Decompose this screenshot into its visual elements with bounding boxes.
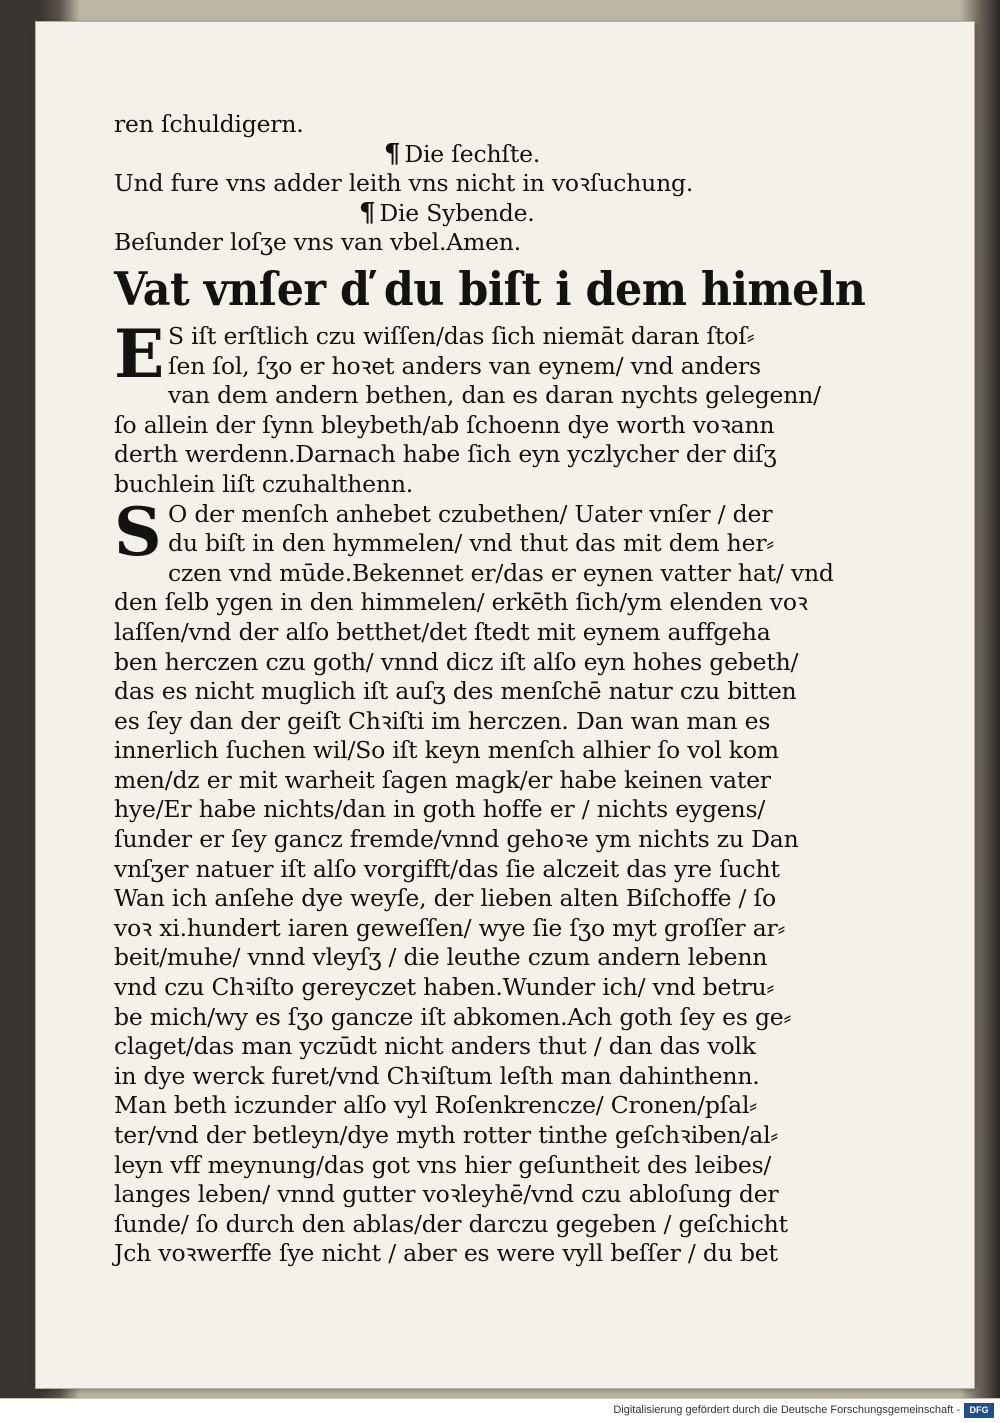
text-line: das es nicht muglich iſt auſʒ des menſchē natur czu bitten (114, 677, 797, 706)
text-line: vnd czu Chꝛiſto gereyczet haben.Wunder ich/ vnd betru⸗ (114, 973, 775, 1002)
text-line: laſſen/vnd der alſo betthet/det ſtedt mit eynem auffgeha (114, 617, 771, 646)
funding-notice: Digitalisierung gefördert durch die Deutsche Forschungsgemeinschaft - (613, 1404, 960, 1416)
text-line: ter/vnd der betleyn/dye myth rotter tinthe geſchꝛiben/al⸗ (114, 1121, 779, 1149)
pilcrow-icon: ¶ (359, 197, 376, 228)
dfg-logo-icon[interactable]: DFG (964, 1403, 994, 1418)
text-line: buchlein liſt czuhalthenn. (114, 469, 414, 498)
text-line: derth werdenn.Darnach habe ſich eyn yczlycher der diſʒ (114, 440, 777, 469)
text-line: es ſey dan der geiſt Chꝛiſti im herczen. Dan wan man es (114, 706, 771, 735)
footer-bar (0, 1398, 1000, 1423)
text-line: ben herczen czu goth/ vnnd dicz iſt alſo eyn hohes gebeth/ (114, 647, 799, 676)
text-line: claget/das man yczūdt nicht anders thut / dan das volk (114, 1032, 756, 1061)
text-line: Jch voꝛwerffe ſye nicht / aber es were vyll beſſer / du bet (114, 1239, 778, 1268)
text-line: ſo allein der ſynn bleybeth/ab ſchoenn dye worth voꝛann (114, 410, 775, 439)
text-line: voꝛ xi.hundert iaren geweſſen/ wye ſie ſʒo myt groſſer ar⸗ (114, 913, 786, 942)
initial-letter: S (114, 492, 162, 571)
text-line: czen vnd mūde.Bekennet er/das er eynen vatter hat/ vnd (168, 558, 834, 587)
text-line: in dye werck furet/vnd Chꝛiſtum leſth man dahinthenn. (114, 1061, 760, 1090)
text-line: hye/Er habe nichts/dan in goth hoffe er / nichts eygens/ (114, 795, 766, 824)
page-text (114, 110, 866, 1269)
pilcrow-icon: ¶ (384, 138, 401, 169)
paragraph-2 (114, 492, 834, 1269)
text-line: ſen ſol, ſʒo er hoꝛet anders van eynem/ vnd anders (168, 351, 761, 380)
paragraph-1 (114, 314, 834, 500)
text-line: S iſt erſtlich czu wiſſen/das ſich niemāt daran ſtoſ⸗ (168, 321, 755, 350)
text-line: ren ſchuldigern. (114, 110, 304, 138)
text-line: beit/muhe/ vnnd vleyſʒ / die leuthe czum andern lebenn (114, 943, 768, 972)
section-heading: ¶ Die ſechſte. (384, 138, 541, 169)
text-line: du biſt in den hymmelen/ vnd thut das mit dem her⸗ (168, 529, 774, 558)
text-line: ſunder er ſey gancz fremde/vnnd gehoꝛe ym nichts zu Dan (114, 825, 799, 854)
text-line: langes leben/ vnnd gutter voꝛleyhē/vnd czu abloſung der (114, 1180, 779, 1209)
text-line: Wan ich anſehe dye weyſe, der lieben alten Biſchoffe / ſo (114, 884, 776, 913)
text-line: van dem andern bethen, dan es daran nychts gelegenn/ (168, 381, 821, 410)
text-line: vnſʒer natuer iſt alſo vorgifft/das ſie alczeit das yre ſucht (114, 854, 780, 883)
section-heading: ¶ Die Sybende. (359, 197, 535, 228)
text-line: O der menſch anhebet czubethen/ Uater vnſer / der (168, 499, 773, 528)
text-line: den ſelb ygen in den himmelen/ erkēth ſich/ym elenden voꝛ (114, 588, 808, 617)
text-line: Man beth iczunder alſo vyl Roſenkrencze/ Cronen/pſal⸗ (114, 1091, 757, 1120)
text-line: innerlich ſuchen wil/So iſt keyn menſch alhier ſo vol kom (114, 736, 779, 765)
text-line: ſunde/ ſo durch den ablas/der darczu gegeben / geſchicht (114, 1209, 788, 1238)
text-line: Beſunder loſʒe vns van vbel.Amen. (114, 228, 522, 257)
text-line: Und fure vns adder leith vns nicht in voꝛſuchung. (114, 169, 694, 198)
page-title: Vat vnſer ď du biſt i dem himeln (114, 261, 866, 316)
text-line: men/dz er mit warheit ſagen magk/er habe keinen vater (114, 765, 771, 794)
initial-letter: E (114, 314, 165, 393)
text-line: leyn vff meynung/das got vns hier geſuntheit des leibes/ (114, 1150, 772, 1179)
text-line: be mich/wy es ſʒo gancze iſt abkomen.Ach goth ſey es ge⸗ (114, 1002, 792, 1031)
